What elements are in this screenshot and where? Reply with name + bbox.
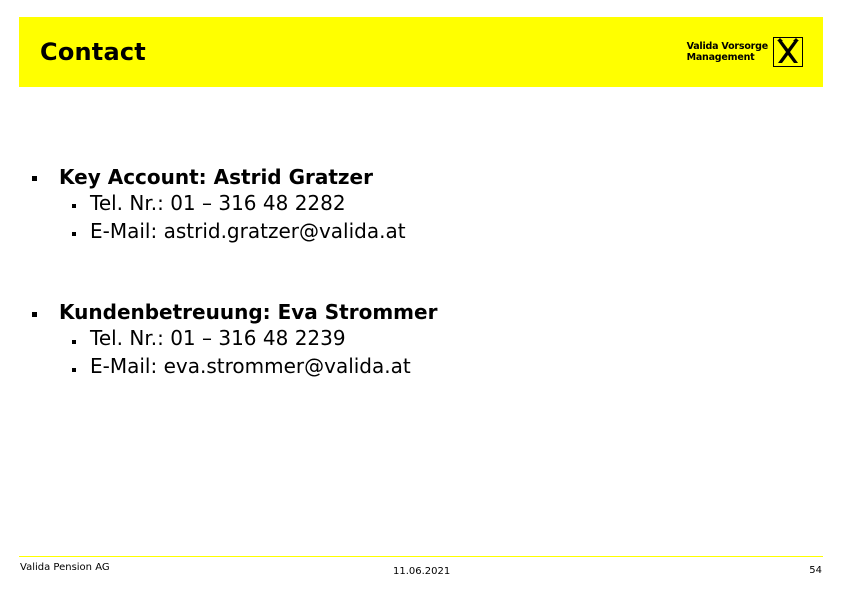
sub-bullet-marker (72, 204, 76, 208)
footer-date: 11.06.2021 (393, 566, 451, 577)
raiffeisen-cross-icon (773, 37, 803, 67)
contact-heading: Key Account: Astrid Gratzer (59, 165, 373, 189)
sub-bullet-marker (72, 368, 76, 372)
page-number: 54 (809, 565, 822, 576)
bullet-marker (32, 176, 37, 181)
footer-divider (19, 556, 823, 557)
header-band (19, 17, 823, 87)
logo-text-line2: Management (686, 52, 755, 63)
contact-email: E-Mail: astrid.gratzer@valida.at (90, 219, 406, 243)
contact-email: E-Mail: eva.strommer@valida.at (90, 354, 411, 378)
contact-phone: Tel. Nr.: 01 – 316 48 2239 (90, 326, 346, 350)
logo-text (687, 41, 768, 63)
footer-company: Valida Pension AG (20, 562, 110, 573)
logo-text-line1: Valida Vorsorge (686, 41, 768, 52)
bullet-marker (32, 312, 37, 317)
company-logo (687, 37, 803, 67)
page-title: Contact (40, 38, 146, 66)
contact-heading: Kundenbetreuung: Eva Strommer (59, 300, 438, 324)
contact-phone: Tel. Nr.: 01 – 316 48 2282 (90, 191, 346, 215)
sub-bullet-marker (72, 340, 76, 344)
sub-bullet-marker (72, 232, 76, 236)
